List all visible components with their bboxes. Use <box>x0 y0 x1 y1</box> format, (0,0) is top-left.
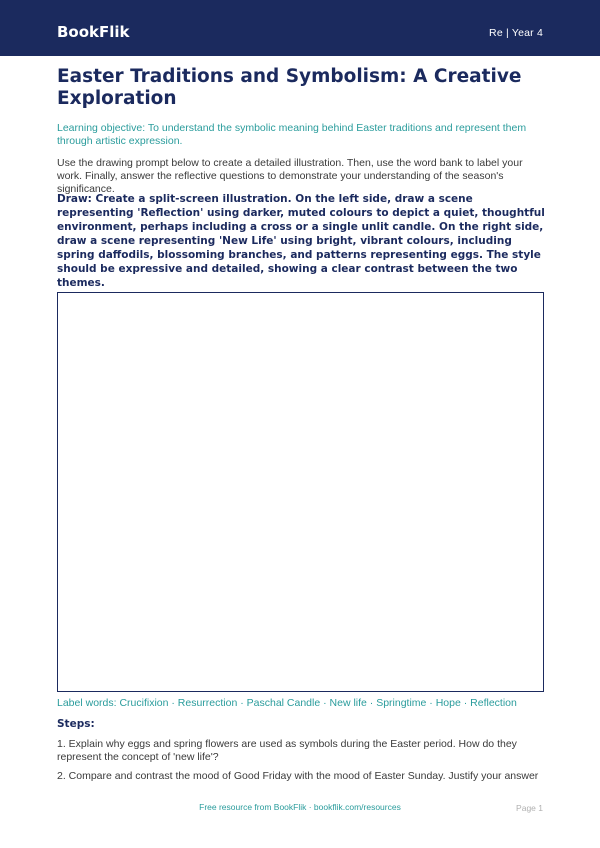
drawing-prompt: Draw: Create a split-screen illustration. On the left side, draw a scene representing 'Reflection' using darker, muted colours to depict a quiet, thoughtful environment, perhaps including a cross or a single unlit candle. On the right side, draw a scene representing 'New Life' using bright, vibrant colours, including spring daffodils, blossoming branches, and patterns representing eggs. The style should be expressive and detailed, showing a clear contrast between the two themes. <box>57 193 545 289</box>
step-item: 2. Compare and contrast the mood of Good Friday with the mood of Easter Sunday. Justify your answer <box>57 770 539 782</box>
drawing-area[interactable] <box>57 292 544 692</box>
word-bank: Label words: Crucifixion · Resurrection · Paschal Candle · New life · Springtime · Hope · Reflection <box>57 697 517 709</box>
steps-list <box>57 738 547 789</box>
page-header <box>0 0 600 56</box>
worksheet-title: Easter Traditions and Symbolism: A Creative Exploration <box>57 66 522 109</box>
page-number: Page 1 <box>516 803 543 813</box>
instructions-text: Use the drawing prompt below to create a detailed illustration. Then, use the word bank to label your work. Finally, answer the reflective questions to demonstrate your understanding of the season's significance. <box>57 157 523 195</box>
subject-year-label: Re | Year 4 <box>489 27 543 39</box>
brand-logo: BookFlik <box>57 23 130 41</box>
footer-credit: Free resource from BookFlik · bookflik.com/resources <box>199 802 401 812</box>
step-item: 1. Explain why eggs and spring flowers are used as symbols during the Easter period. How do they represent the concept of 'new life'? <box>57 738 517 763</box>
learning-objective: Learning objective: To understand the symbolic meaning behind Easter traditions and represent them through artistic expression. <box>57 122 527 147</box>
steps-heading: Steps: <box>57 718 95 730</box>
